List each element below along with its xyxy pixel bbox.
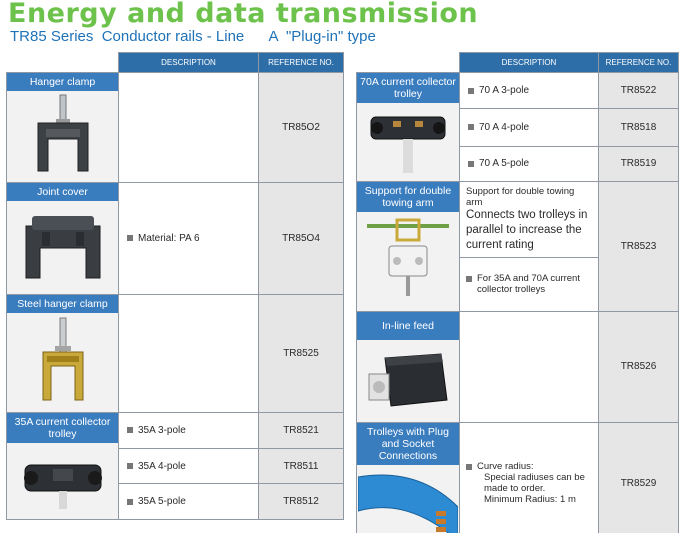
col-reference-header-right: REFERENCE NO. (599, 53, 679, 73)
trolley35-cell (7, 413, 119, 520)
trolley70-cell (357, 73, 460, 182)
trolley35-row2-desc: 35A 4-pole (119, 448, 259, 484)
steel-hanger-label: Steel hanger clamp (7, 295, 118, 313)
trolley35-row2-ref: TR8511 (259, 448, 344, 484)
bullet-icon (466, 464, 472, 470)
towing-desc-body: Connects two trolleys in parallel to increase the current rating (466, 209, 588, 251)
towing-label: Support for double towing arm (357, 182, 459, 212)
hanger-clamp-desc (119, 73, 259, 183)
joint-cover-ref: TR85O4 (259, 183, 344, 295)
joint-cover-image (7, 201, 118, 291)
bullet-icon (468, 88, 474, 94)
hanger-clamp-cell (7, 73, 119, 183)
trolley70-row3-ref: TR8519 (599, 146, 679, 181)
inline-feed-desc (460, 311, 599, 422)
col-description-header-right: DESCRIPTION (460, 53, 599, 73)
plug-trolleys-desc-2: Special radiuses can be made to order. (484, 472, 585, 495)
trolley70-row1-desc: 70 A 3-pole (460, 73, 599, 109)
right-product-table (356, 52, 679, 533)
plug-trolleys-ref: TR8529 (599, 423, 679, 533)
trolley70-row2-ref: TR8518 (599, 109, 679, 146)
inline-feed-image (357, 340, 459, 422)
plug-trolleys-label: Trolleys with Plug and Socket Connections (357, 423, 459, 465)
page-subtitle: TR85 Series Conductor rails - Line A "Plug-in" type (10, 28, 376, 45)
towing-ref: TR8523 (599, 182, 679, 312)
plug-trolleys-image (357, 465, 459, 533)
towing-desc-title: Support for double towing arm (466, 186, 575, 209)
trolley70-row1-ref: TR8522 (599, 73, 679, 109)
bullet-icon (127, 427, 133, 433)
joint-cover-label: Joint cover (7, 183, 118, 201)
steel-hanger-desc (119, 295, 259, 413)
bullet-icon (127, 463, 133, 469)
hanger-clamp-label: Hanger clamp (7, 73, 118, 91)
inline-feed-cell (357, 311, 460, 422)
towing-image (357, 212, 459, 304)
left-product-table (6, 52, 344, 520)
towing-cell (357, 182, 460, 312)
bullet-icon (468, 124, 474, 130)
col-reference-header: REFERENCE NO. (259, 53, 344, 73)
inline-feed-label: In-line feed (357, 312, 459, 340)
towing-desc-note: For 35A and 70A current collector trolleys (460, 257, 599, 311)
steel-hanger-ref: TR8525 (259, 295, 344, 413)
plug-trolleys-desc: Curve radius: Special radiuses can be made to order. Minimum Radius: 1 m (460, 423, 599, 533)
trolley35-row1-desc: 35A 3-pole (119, 413, 259, 449)
trolley35-row3-desc: 35A 5-pole (119, 484, 259, 520)
trolley70-row3-desc: 70 A 5-pole (460, 146, 599, 181)
bullet-icon (127, 499, 133, 505)
plug-trolleys-cell (357, 423, 460, 533)
trolley35-label: 35A current collector trolley (7, 413, 118, 443)
towing-desc-main (460, 182, 599, 258)
bullet-icon (127, 235, 133, 241)
bullet-icon (466, 276, 472, 282)
plug-trolleys-desc-3: Minimum Radius: 1 m (484, 494, 576, 506)
trolley35-row3-ref: TR8512 (259, 484, 344, 520)
joint-cover-cell (7, 183, 119, 295)
trolley70-image (357, 103, 459, 181)
page-title: Energy and data transmission (8, 0, 479, 29)
steel-hanger-cell (7, 295, 119, 413)
steel-hanger-image (7, 313, 118, 409)
hanger-clamp-ref: TR85O2 (259, 73, 344, 183)
trolley70-row2-desc: 70 A 4-pole (460, 109, 599, 146)
joint-cover-desc: Material: PA 6 (119, 183, 259, 295)
trolley35-row1-ref: TR8521 (259, 413, 344, 449)
bullet-icon (468, 161, 474, 167)
trolley70-label: 70A current collector trolley (357, 73, 459, 103)
inline-feed-ref: TR8526 (599, 311, 679, 422)
hanger-clamp-image (7, 91, 118, 179)
col-description-header: DESCRIPTION (119, 53, 259, 73)
trolley35-image (7, 443, 118, 519)
